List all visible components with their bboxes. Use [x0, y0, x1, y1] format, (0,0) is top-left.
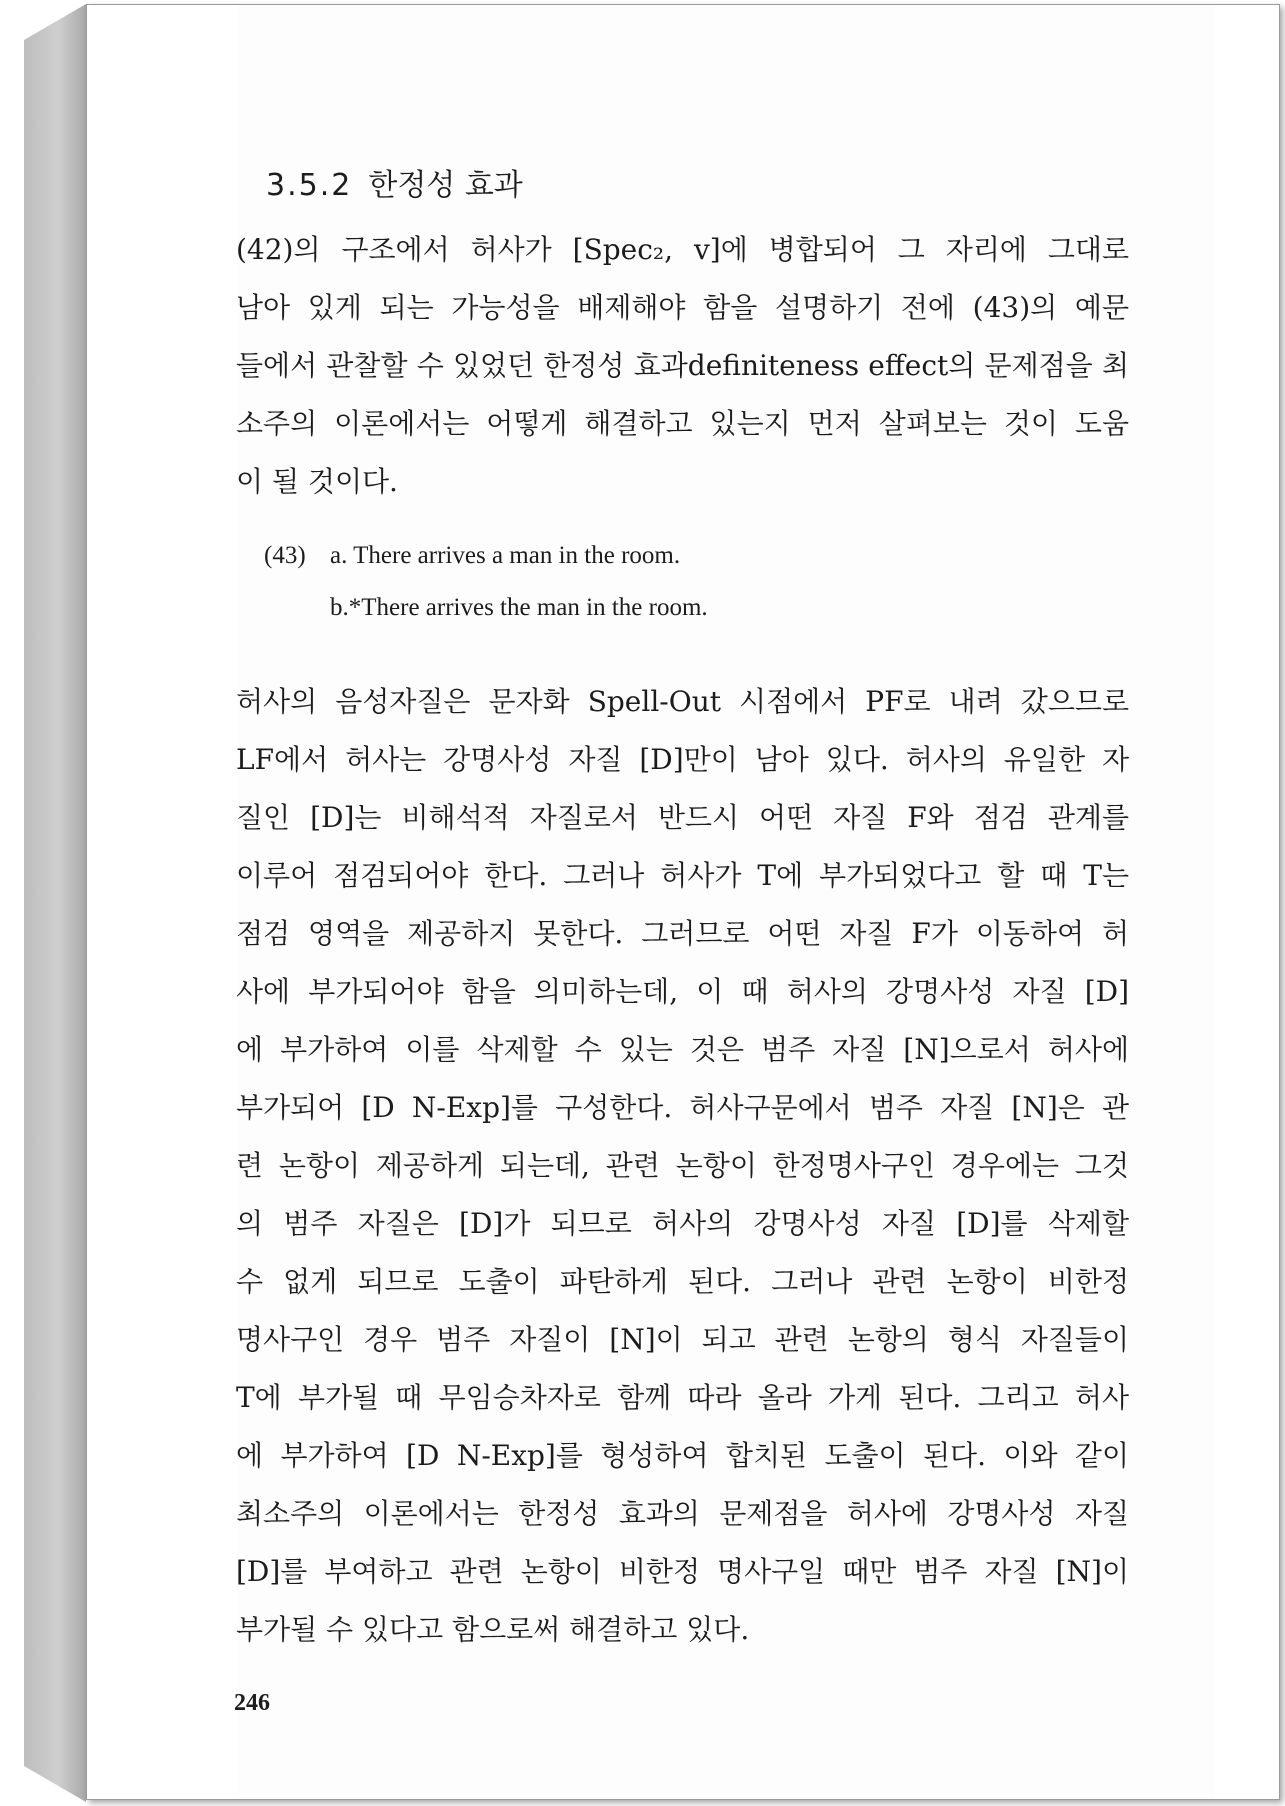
- paragraph-2-line-1: 허사의 음성자질은 문자화 Spell-Out 시점에서 PF로 내려 갔으므로: [236, 685, 1129, 718]
- paragraph-2-line-8: 부가되어 [D N-Exp]를 구성한다. 허사구문에서 범주 자질 [N]은 관: [236, 1091, 1129, 1124]
- paragraph-2-line-17: 부가될 수 있다고 함으로써 해결하고 있다.: [236, 1613, 750, 1646]
- section-heading: [266, 160, 523, 204]
- paragraph-2-line-3: 질인 [D]는 비해석적 자질로서 반드시 어떤 자질 F와 점검 관계를: [236, 801, 1129, 834]
- paragraph-2-line-9: 련 논항이 제공하게 되는데, 관련 논항이 한정명사구인 경우에는 그것: [236, 1149, 1129, 1182]
- paragraph-2-line-14: 에 부가하여 [D N-Exp]를 형성하여 합치된 도출이 된다. 이와 같이: [236, 1439, 1129, 1472]
- paragraph-1-line-3: 들에서 관찰할 수 있었던 한정성 효과definiteness effect의 문제점을 최: [236, 349, 1129, 382]
- paragraph-1-line-2: 남아 있게 되는 가능성을 배제해야 함을 설명하기 전에 (43)의 예문: [236, 291, 1129, 324]
- book-spine: [24, 4, 86, 1802]
- example-number: (43): [264, 542, 306, 569]
- paragraph-1-line-5: 이 될 것이다.: [236, 465, 398, 498]
- section-number: 3.5.2: [266, 168, 353, 203]
- paragraph-1-line-4: 소주의 이론에서는 어떻게 해결하고 있는지 먼저 살펴보는 것이 도움: [236, 407, 1129, 440]
- paragraph-1-line-1: (42)의 구조에서 허사가 [Spec₂, v]에 병합되어 그 자리에 그대로: [236, 233, 1129, 266]
- section-title: 한정성 효과: [368, 168, 523, 203]
- paragraph-2-line-13: T에 부가될 때 무임승차자로 함께 따라 올라 가게 된다. 그리고 허사: [236, 1381, 1129, 1414]
- paragraph-2-line-5: 점검 영역을 제공하지 못한다. 그러므로 어떤 자질 F가 이동하여 허: [236, 917, 1129, 950]
- paragraph-2-line-15: 최소주의 이론에서는 한정성 효과의 문제점을 허사에 강명사성 자질: [236, 1497, 1129, 1530]
- paragraph-2-line-11: 수 없게 되므로 도출이 파탄하게 된다. 그러나 관련 논항이 비한정: [236, 1265, 1129, 1298]
- page-number: 246: [234, 1690, 270, 1716]
- paragraph-2-line-2: LF에서 허사는 강명사성 자질 [D]만이 남아 있다. 허사의 유일한 자: [236, 743, 1129, 776]
- paragraph-2-line-10: 의 범주 자질은 [D]가 되므로 허사의 강명사성 자질 [D]를 삭제할: [236, 1207, 1129, 1240]
- paragraph-2-line-6: 사에 부가되어야 함을 의미하는데, 이 때 허사의 강명사성 자질 [D]: [236, 975, 1129, 1008]
- paragraph-2-line-4: 이루어 점검되어야 한다. 그러나 허사가 T에 부가되었다고 할 때 T는: [236, 859, 1129, 892]
- example-a: a. There arrives a man in the room.: [330, 542, 681, 569]
- paragraph-2-line-12: 명사구인 경우 범주 자질이 [N]이 되고 관련 논항의 형식 자질들이: [236, 1323, 1129, 1356]
- paragraph-2-line-7: 에 부가하여 이를 삭제할 수 있는 것은 범주 자질 [N]으로서 허사에: [236, 1033, 1129, 1066]
- example-b: b.*There arrives the man in the room.: [330, 594, 708, 621]
- paragraph-2-line-16: [D]를 부여하고 관련 논항이 비한정 명사구일 때만 범주 자질 [N]이: [236, 1555, 1129, 1588]
